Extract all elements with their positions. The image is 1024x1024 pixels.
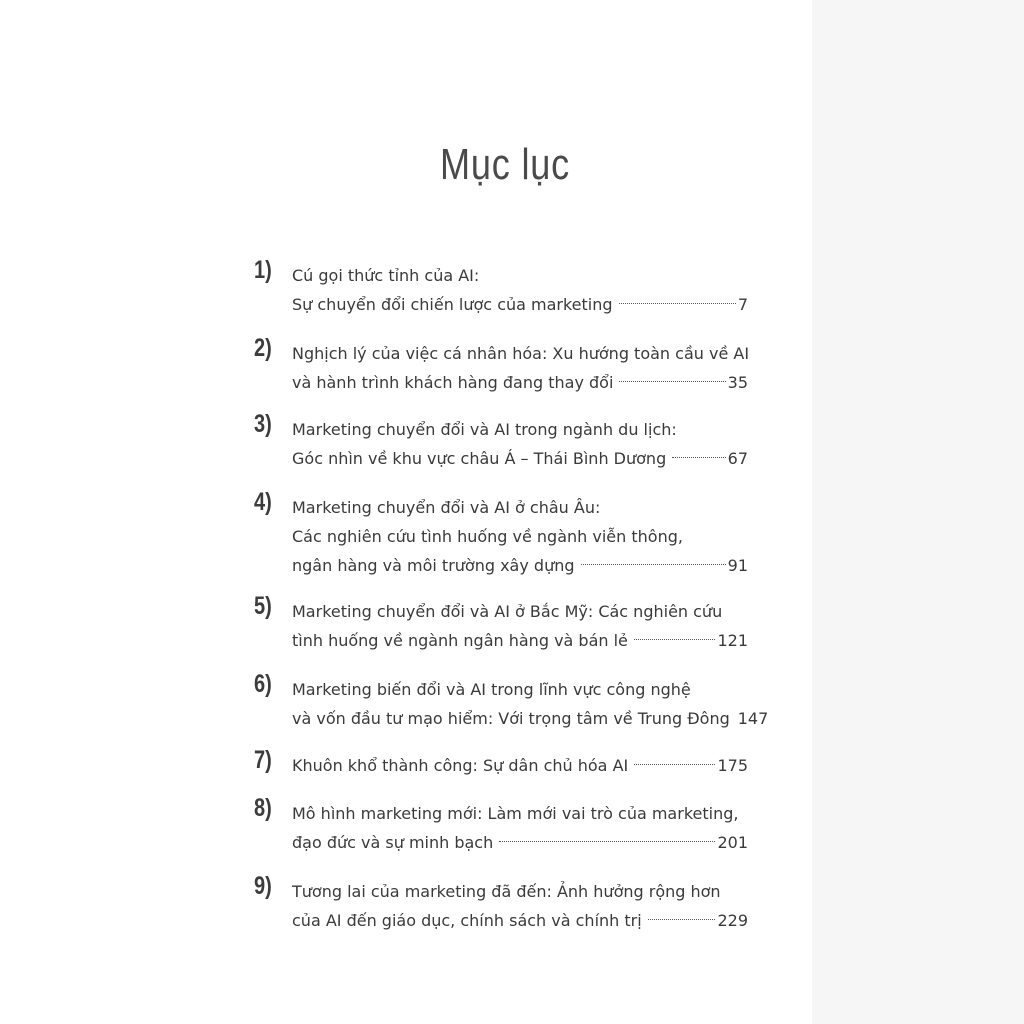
chapter-title-text: và vốn đầu tư mạo hiểm: Với trọng tâm về Trung Đông [292, 709, 730, 728]
page-number: 121 [717, 631, 748, 650]
chapter-number: 7) [254, 746, 272, 774]
chapter-title-text: của AI đến giáo dục, chính sách và chính trị [292, 911, 642, 930]
chapter-title-text: Mô hình marketing mới: Làm mới vai trò của marketing, [292, 804, 739, 823]
chapter-number: 9) [254, 872, 272, 900]
chapter-number: 3) [254, 410, 272, 438]
chapter-number: 2) [254, 334, 272, 362]
chapter-title-line [292, 705, 769, 733]
chapter-title-text: Marketing chuyển đổi và AI ở châu Âu: [292, 498, 601, 517]
chapter-title-line [292, 369, 748, 397]
dot-leader [499, 841, 715, 842]
chapter-title-text: Marketing biến đổi và AI trong lĩnh vực công nghệ [292, 680, 691, 699]
chapter-title-text: và hành trình khách hàng đang thay đổi [292, 373, 614, 392]
chapter-title-line [292, 676, 748, 704]
chapter-title-line [292, 291, 748, 319]
page-number: 229 [717, 911, 748, 930]
page-number: 175 [717, 756, 748, 775]
chapter-title-line [292, 494, 748, 522]
chapter-number: 8) [254, 794, 272, 822]
page-number: 91 [727, 556, 748, 575]
chapter-title-text: Góc nhìn về khu vực châu Á – Thái Bình Dương [292, 449, 667, 468]
chapter-title-line [292, 416, 748, 444]
page-number: 147 [737, 709, 769, 728]
chapter-title-line [292, 829, 748, 857]
chapter-title-text: Nghịch lý của việc cá nhân hóa: Xu hướng toàn cầu về AI [292, 344, 750, 363]
page-number: 35 [727, 373, 748, 392]
dot-leader [634, 764, 715, 765]
chapter-title-line [292, 752, 748, 780]
chapter-number: 6) [254, 670, 272, 698]
chapter-title-text: Marketing chuyển đổi và AI ở Bắc Mỹ: Các nghiên cứu [292, 602, 723, 621]
chapter-title-line [292, 598, 748, 626]
dot-leader [619, 303, 736, 304]
chapter-title-text: Khuôn khổ thành công: Sự dân chủ hóa AI [292, 756, 629, 775]
chapter-title-text: Sự chuyển đổi chiến lược của marketing [292, 295, 613, 314]
chapter-title-line [292, 445, 748, 473]
chapter-title-line [292, 340, 748, 368]
chapter-title-text: tình huống về ngành ngân hàng và bán lẻ [292, 631, 628, 650]
chapter-title-line [292, 552, 748, 580]
chapter-title-text: đạo đức và sự minh bạch [292, 833, 494, 852]
chapter-number: 4) [254, 488, 272, 516]
chapter-title-text: Các nghiên cứu tình huống về ngành viễn thông, [292, 527, 683, 546]
chapter-title-line [292, 523, 748, 551]
dot-leader [581, 564, 726, 565]
chapter-number: 1) [254, 256, 272, 284]
dot-leader [634, 639, 716, 640]
page-number: 201 [717, 833, 748, 852]
dot-leader [648, 919, 716, 920]
chapter-title-text: Marketing chuyển đổi và AI trong ngành du lịch: [292, 420, 677, 439]
chapter-title-line [292, 800, 748, 828]
page-number: 67 [727, 449, 748, 468]
dot-leader [672, 457, 725, 458]
chapter-title-line [292, 627, 748, 655]
dot-leader [619, 381, 725, 382]
page-title: Mục lục [439, 140, 571, 189]
chapter-number: 5) [254, 592, 272, 620]
chapter-title-text: Tương lai của marketing đã đến: Ảnh hưởng rộng hơn [292, 882, 721, 901]
chapter-title-line [292, 878, 748, 906]
chapter-title-text: Cú gọi thức tỉnh của AI: [292, 266, 480, 285]
page-number: 7 [737, 295, 748, 314]
chapter-title-text: ngân hàng và môi trường xây dựng [292, 556, 575, 575]
chapter-title-line [292, 907, 748, 935]
chapter-title-line [292, 262, 748, 290]
